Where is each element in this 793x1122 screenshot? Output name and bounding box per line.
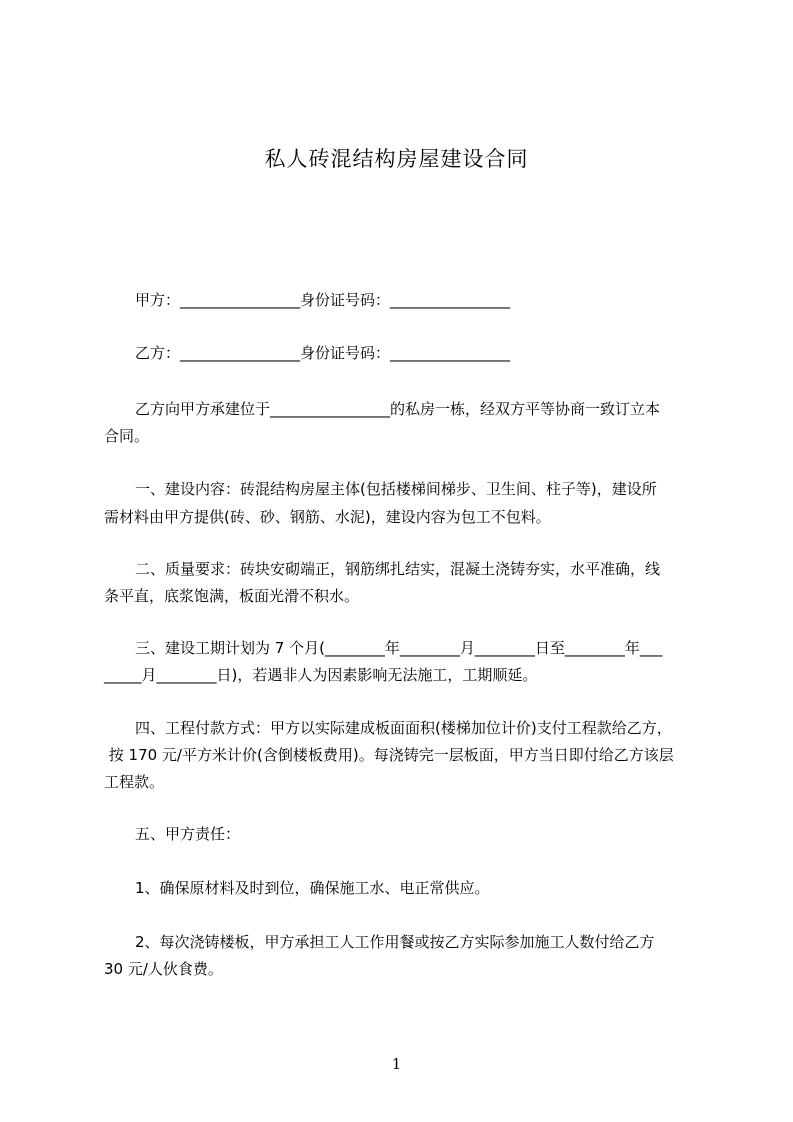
clause5-item-1: 1、确保原材料及时到位，确保施工水、电正常供应。 [135,879,490,897]
clause4-line-2: 按 170 元/平方米计价(含倒楼板费用)。每浇铸完一层板面，甲方当日即付给乙方该层 [104,746,674,764]
party-a-line: 甲方：________________身份证号码：________________ [135,291,511,309]
clause4-line-1: 四、工程付款方式：甲方以实际建成板面面积(楼梯加位计价)支付工程款给乙方， [135,719,672,737]
clause5-item-2-line-1: 2、每次浇铸楼板，甲方承担工人工作用餐或按乙方实际参加施工人数付给乙方 [135,933,655,951]
intro-line-2: 合同。 [104,427,150,445]
intro-line-1: 乙方向甲方承建位于________________的私房一栋，经双方平等协商一致订立本 [135,400,661,418]
party-b-line: 乙方：________________身份证号码：________________ [135,344,511,362]
clause3-line-2: _____月________日)，若遇非人为因素影响无法施工，工期顺延。 [104,666,538,684]
clause5-heading: 五、甲方责任： [135,825,241,843]
page-number: 1 [391,1055,402,1073]
clause2-line-2: 条平直，底浆饱满，板面光滑不积水。 [104,587,360,605]
clause4-line-3: 工程款。 [104,773,165,791]
clause3-line-1: 三、建设工期计划为 7 个月(________年________月________日至________年___ [135,639,663,657]
clause1-line-2: 需材料由甲方提供(砖、砂、钢筋、水泥)，建设内容为包工不包料。 [104,508,551,526]
clause1-line-1: 一、建设内容：砖混结构房屋主体(包括楼梯间梯步、卫生间、柱子等)，建设所 [135,480,657,498]
clause2-line-1: 二、质量要求：砖块安砌端正，钢筋绑扎结实，混凝土浇铸夯实，水平准确，线 [135,560,661,578]
document-title: 私人砖混结构房屋建设合同 [264,147,529,171]
clause5-item-2-line-2: 30 元/人伙食费。 [104,960,223,978]
